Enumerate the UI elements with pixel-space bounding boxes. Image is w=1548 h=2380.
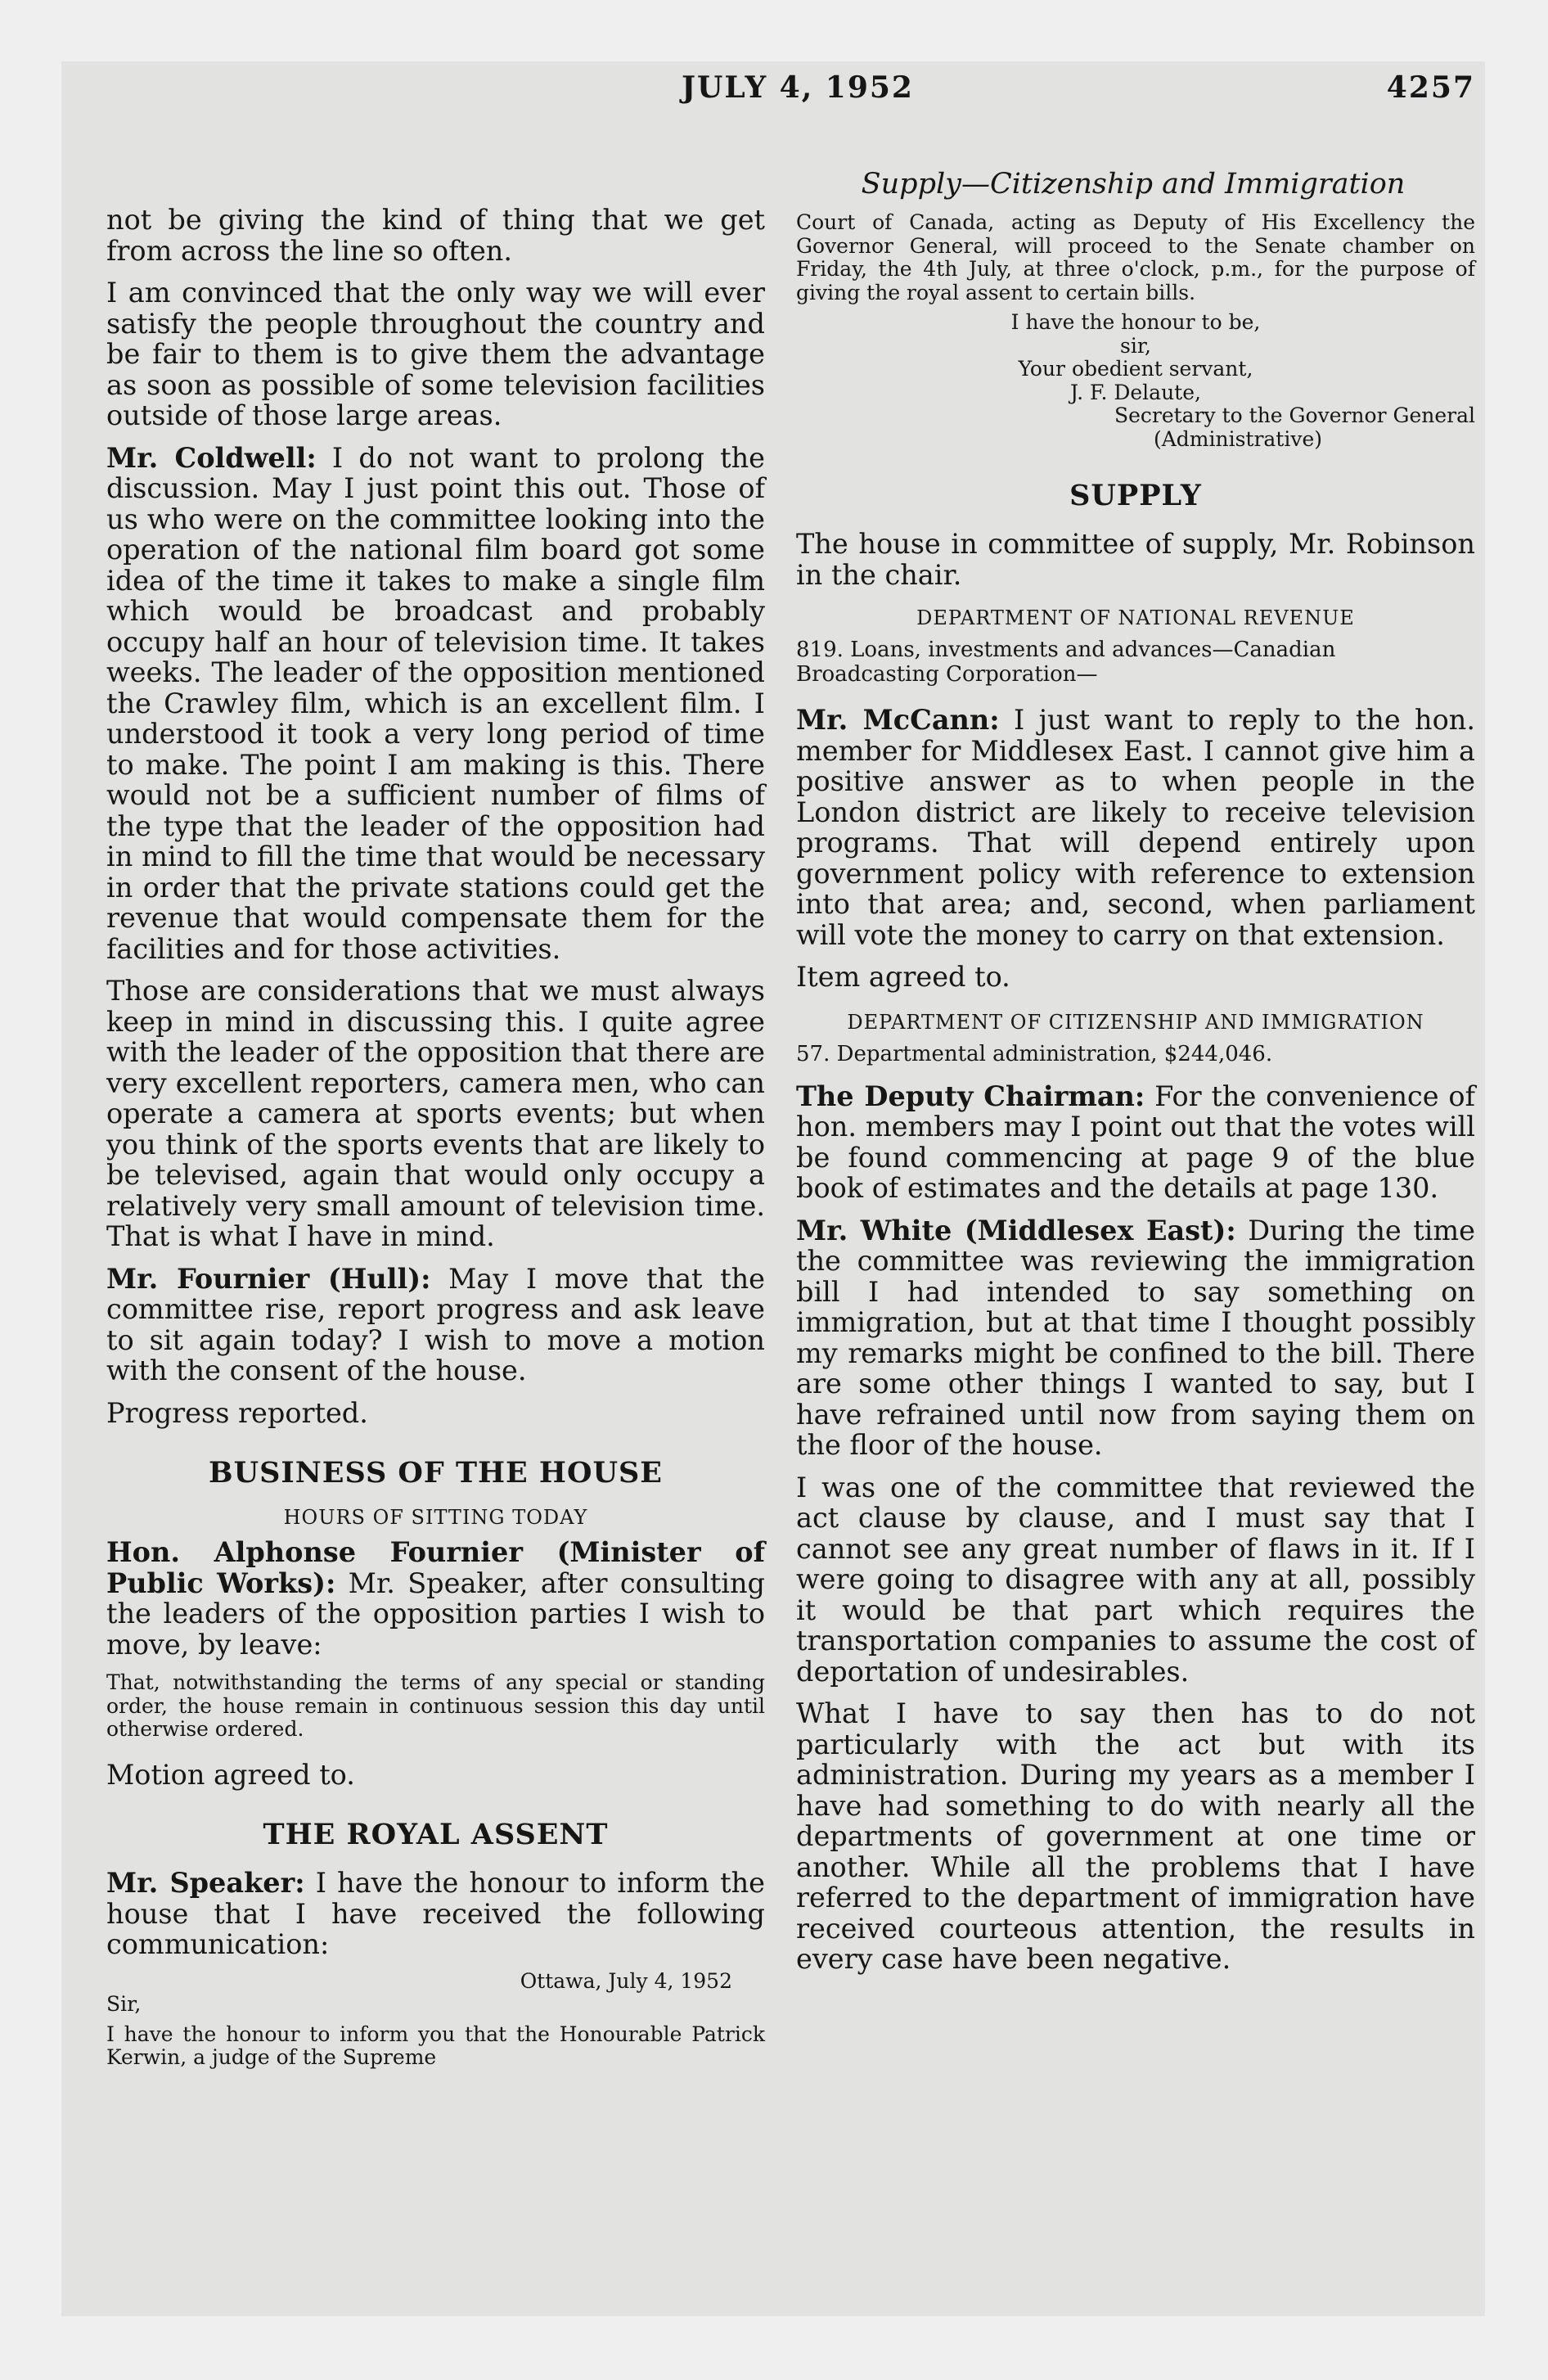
speech-text: During the time the committee was reviewing the immigration bill I had intended to say something on immigration, but at that time I thought possibly my remarks might be confined to the bill. There are some other things I wanted to say, but I have refrained until now from saying them on the floor of the house. (796, 1214, 1475, 1461)
header-date: JULY 4, 1952 (682, 70, 914, 105)
paragraph: not be giving the kind of thing that we get from across the line so often. (106, 204, 765, 267)
paragraph: I am convinced that the only way we will ever satisfy the people throughout the country and be fair to them is to give them the advantage as soon as possible of some television facilities outside of those large areas. (106, 277, 765, 431)
speaker-name: Mr. Coldwell: (106, 441, 317, 474)
paragraph: Those are considerations that we must always keep in mind in discussing this. I quite agree with the leader of the opposition that there are very excellent reporters, camera men, who can operate a camera at sports events; but when you think of the sports events that are likely to be televised, again that would only occupy a relatively very small amount of television time. That is what I have in mind. (106, 975, 765, 1252)
speech-text: May I move that the committee rise, report progress and ask leave to sit again today? I wish to move a motion with the consent of the house. (106, 1262, 765, 1386)
left-column (106, 205, 765, 2070)
heading-national-revenue: DEPARTMENT OF NATIONAL REVENUE (916, 606, 1355, 629)
paragraph: I was one of the committee that reviewed the act clause by clause, and I must say that I cannot see any great number of flaws in it. If I were going to disagree with any at all, possibly it would be that part which requires the transportation companies to assume the cost of deportation of undesirables. (796, 1471, 1475, 1688)
page-number: 4257 (1386, 70, 1475, 105)
letter-closing: sir, (1120, 333, 1151, 358)
speech-text: For the convenience of hon. members may I point out that the votes will be found commencing at page 9 of the blue book of estimates and the details at page 130. (796, 1080, 1475, 1204)
heading-royal-assent: THE ROYAL ASSENT (263, 1818, 609, 1851)
paragraph: Item agreed to. (796, 961, 1010, 993)
paragraph: Progress reported. (106, 1396, 368, 1429)
estimate-item-819: 819. Loans, investments and advances—Canadian Broadcasting Corporation— (796, 638, 1336, 687)
estimate-item-57: 57. Departmental administration, $244,046. (796, 1041, 1273, 1066)
heading-citizenship: DEPARTMENT OF CITIZENSHIP AND IMMIGRATION (847, 1010, 1424, 1034)
right-column (796, 211, 1475, 1975)
speech-mccann (796, 705, 1475, 950)
speech-alphonse-fournier (106, 1537, 765, 1660)
letter-salutation: Sir, (106, 1992, 142, 2016)
speech-text: I have the honour to inform the house that I have received the following communication: (106, 1867, 765, 1960)
speaker-name: Hon. Alphonse Fournier (Minister of Public Works): (106, 1536, 765, 1599)
speech-text: I just want to reply to the hon. member for Middlesex East. I cannot give him a positive answer as to when people in the London district are likely to receive television programs. That will depend entirely upon government policy with reference to extension into that area; and, second, when parliament will vote the money to carry on that extension. (796, 704, 1475, 951)
letter-place-date: Ottawa, July 4, 1952 (520, 1968, 732, 1993)
speech-fournier (106, 1264, 765, 1386)
speech-text: Mr. Speaker, after consulting the leaders of the opposition parties I wish to move, by leave: (106, 1566, 766, 1661)
speech-white (796, 1215, 1475, 1461)
speaker-name: The Deputy Chairman: (796, 1080, 1145, 1112)
speaker-name: Mr. Speaker: (106, 1867, 305, 1899)
running-title: Supply—Citizenship and Immigration (861, 168, 1406, 201)
signer-title: Secretary to the Governor General (1114, 403, 1475, 427)
subheading-hours: HOURS OF SITTING TODAY (283, 1506, 588, 1529)
page-header (682, 70, 1475, 119)
letter-body: I have the honour to inform you that the Honourable Patrick Kerwin, a judge of the Supreme (106, 2022, 765, 2069)
speech-speaker (106, 1868, 765, 1960)
paragraph: The house in committee of supply, Mr. Robinson in the chair. (796, 528, 1475, 591)
motion-text: That, notwithstanding the terms of any special or standing order, the house remain in continuous session this day until otherwise ordered. (106, 1670, 765, 1741)
speech-deputy-chairman (796, 1081, 1475, 1204)
letter-continuation: Court of Canada, acting as Deputy of His Excellency the Governor General, will proceed to the Senate chamber on Friday, the 4th July, at three o'clock, p.m., for the purpose of giving the royal assent to certain bills. (796, 210, 1475, 304)
speech-coldwell (106, 443, 765, 965)
paragraph: What I have to say then has to do not particularly with the act but with its administration. During my years as a member I have had something to do with nearly all the departments of government at one time or another. While all the problems that I have referred to the department of immigration have received courteous attention, the results in every case have been negative. (796, 1697, 1475, 1975)
letter-closing: I have the honour to be, (1010, 310, 1261, 334)
heading-business-of-the-house: BUSINESS OF THE HOUSE (209, 1456, 663, 1490)
speaker-name: Mr. McCann: (796, 704, 1000, 736)
speaker-name: Mr. Fournier (Hull): (106, 1262, 431, 1295)
heading-supply: SUPPLY (1069, 479, 1202, 512)
letter-signer: J. F. Delaute, (1070, 380, 1201, 404)
signer-title: (Administrative) (1153, 426, 1323, 451)
letter-closing: Your obedient servant, (1018, 357, 1253, 381)
speech-text: I do not want to prolong the discussion. May I just point this out. Those of us who were on the committee looking into the operation of the national film board got some idea of the time it takes to make a single film which would be broadcast and probably occupy half an hour of television time. It takes weeks. The leader of the opposition mentioned the Crawley film, which is an excellent film. I understood it took a very long period of time to make. The point I am making is this. There would not be a sufficient number of films of the type that the leader of the opposition had in mind to fill the time that would be necessary in order that the private stations could get the revenue that would compensate them for the facilities and for those activities. (106, 441, 766, 965)
speaker-name: Mr. White (Middlesex East): (796, 1214, 1236, 1246)
paragraph: Motion agreed to. (106, 1758, 355, 1791)
